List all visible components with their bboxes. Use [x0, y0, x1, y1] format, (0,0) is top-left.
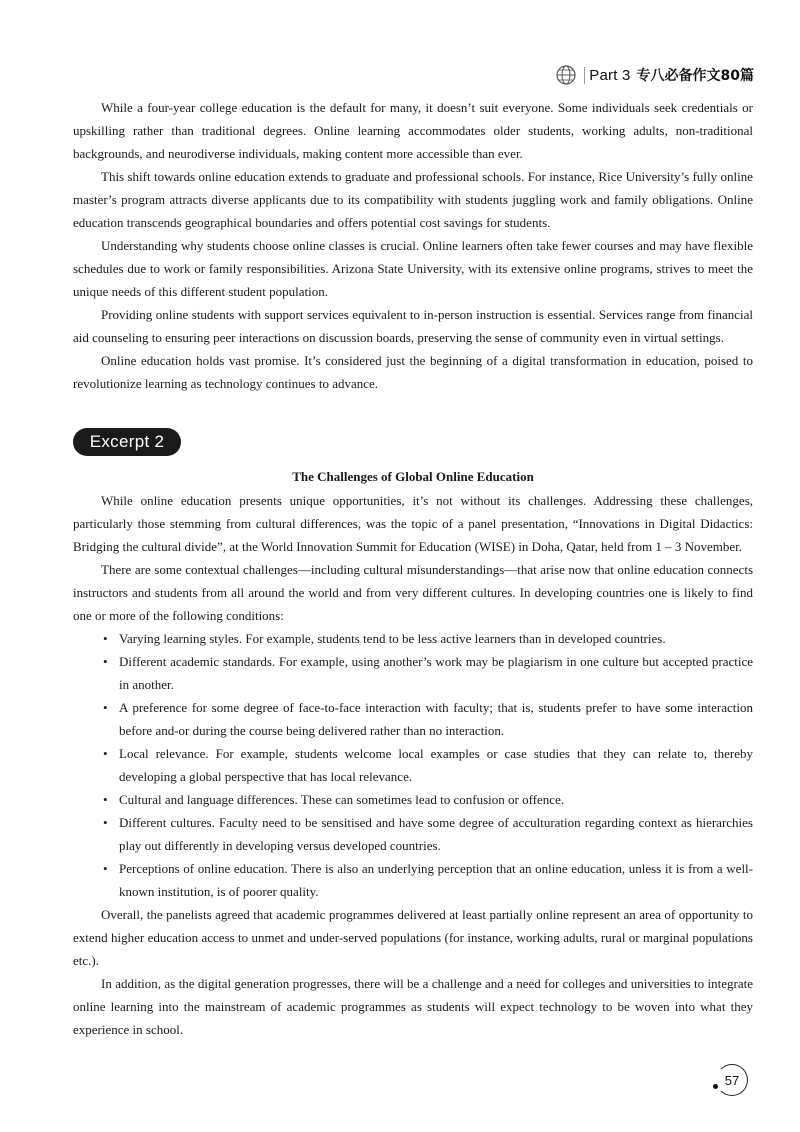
list-item: • Varying learning styles. For example, students tend to be less active learners than in developed countries. — [103, 627, 753, 650]
list-item: • Different academic standards. For example, using another’s work may be plagiarism in one culture but accepted practice in another. — [103, 650, 753, 696]
list-item: • Different cultures. Faculty need to be sensitised and have some degree of acculturation regarding context as hierarchies play out differently in developing versus developed countries. — [103, 811, 753, 857]
list-item: • A preference for some degree of face-to-face interaction with faculty; that is, students prefer to have some interaction before and-or during the course being delivered rather than no interaction. — [103, 696, 753, 742]
conditions-list — [73, 627, 753, 903]
list-item: • Perceptions of online education. There is also an underlying perception that an online education, unless it is from a well-known institution, is of poorer quality. — [103, 857, 753, 903]
article-title: The Challenges of Global Online Education — [292, 469, 534, 484]
page-number: 57 — [716, 1064, 748, 1096]
page-header — [554, 58, 754, 92]
excerpt-article — [73, 466, 753, 1041]
paragraph: Online education holds vast promise. It’s considered just the beginning of a digital transformation in education, poised to revolutionize learning as technology continues to advance. — [73, 353, 753, 391]
paragraph: This shift towards online education extends to graduate and professional schools. For instance, Rice University’s fully online master’s program attracts diverse applicants due to its compatibility with students juggling work and family obligations. Online education transcends geographical boundaries and offers potential cost savings for students. — [73, 169, 753, 230]
paragraph: While online education presents unique opportunities, it’s not without its challenges. Addressing these challenges, particularly those stemming from cultural differences, was the topic of a panel presentation, “Innovations in Digital Didactics: Bridging the cultural divide”, at the World Innovation Summit for Education (WISE) in Doha, Qatar, held from 1 – 3 November. — [73, 493, 753, 554]
book-title: 专八必备作文80篇 — [636, 68, 754, 84]
list-item: • Local relevance. For example, students welcome local examples or case studies that they can relate to, thereby developing a global perspective that has local relevance. — [103, 742, 753, 788]
intro-text — [73, 96, 753, 395]
list-item: • Cultural and language differences. These can sometimes lead to confusion or offence. — [103, 788, 753, 811]
paragraph: Overall, the panelists agreed that academic programmes delivered at least partially online represent an area of opportunity to extend higher education access to unmet and under-served populations (for instance, working adults, rural or marginal populations etc.). — [73, 907, 753, 968]
paragraph: While a four-year college education is the default for many, it doesn’t suit everyone. Some individuals seek credentials or upskilling rather than traditional degrees. Online learning accommodates older students, working adults, non-traditional backgrounds, and neurodiverse individuals, making content more accessible than ever. — [73, 100, 753, 161]
paragraph: In addition, as the digital generation progresses, there will be a challenge and a need for colleges and universities to integrate online learning into the mainstream of academic programmes as students will expect technology to be woven into what they experience in school. — [73, 976, 753, 1037]
paragraph: There are some contextual challenges—including cultural misunderstandings—that arise now that online education connects instructors and students from all around the world and from very different cultures. In developing countries one is likely to find one or more of the following conditions: — [73, 562, 753, 623]
globe-icon — [554, 63, 578, 87]
paragraph: Providing online students with support services equivalent to in-person instruction is essential. Services range from financial aid counseling to ensuring peer interactions on discussion boards, preserving the sense of community even in virtual settings. — [73, 307, 753, 345]
excerpt-badge: Excerpt 2 — [73, 428, 181, 456]
paragraph: Understanding why students choose online classes is crucial. Online learners often take fewer courses and may have flexible schedules due to work or family responsibilities. Arizona State University, with its extensive online programs, strives to meet the unique needs of this different student population. — [73, 238, 753, 299]
part-label: Part 3 — [584, 67, 630, 84]
